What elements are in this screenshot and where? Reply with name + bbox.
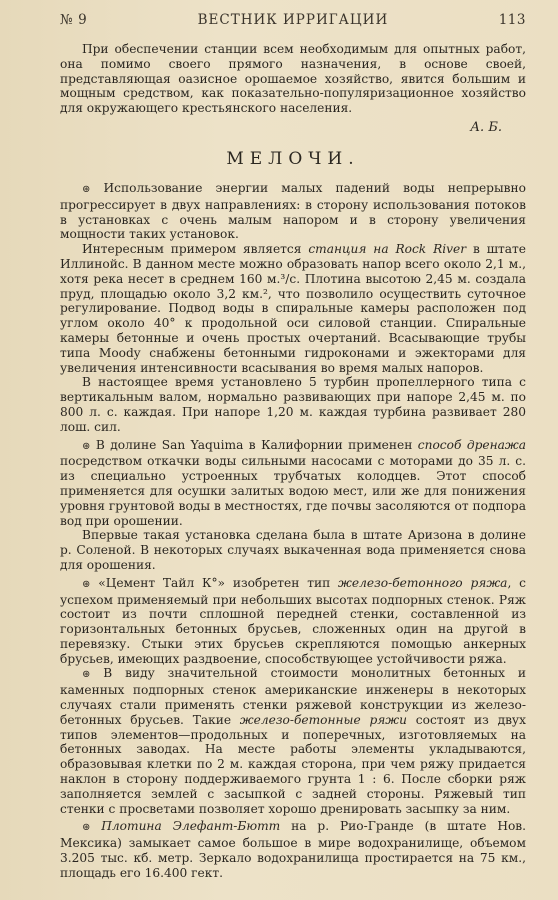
paragraph-text: в штате Иллинойс. В данном месте можно образовать напор всего около 2,1 м., хотя река несет в среднем 160 м.³/с. Плотина высотою 2,45 м. создала пруд, площадью около 3,2 км.², что позволило осуществить суточное регулирование. Подвод воды в спиральные камеры расположен под углом около 40° к продольной оси силовой станции. Спиральные камеры бетонные и очень простых очертаний. Всасывающие трубы типа Moody снабжены бетонными гидроконами и эжекторами для увеличения интенсивности всасывания во время малых напоров. [60, 242, 526, 375]
issue-number: № 9 [60, 12, 88, 28]
paragraph-text: состоят из двух типов элементов—продольных и поперечных, изготовляемых на бетонных заводах. На месте работы элементы укладываются, образовывая клетки по 2 м. каждая сторона, при чем ряжу придается наклон в сторону поддерживаемого грунта 1 : 6. После сборки ряж заполняется землей с засыпкой с задней стороны. Ряжевый тип стенки с просветами позволяет хорошо дренировать засыпку за ним. [60, 712, 526, 816]
bullet-icon: ⊛ [82, 440, 91, 452]
paragraph-text: «Цемент Тайл К°» изобретен тип [98, 575, 339, 590]
bullet-icon: ⊛ [82, 578, 91, 590]
journal-title: ВЕСТНИК ИРРИГАЦИИ [197, 12, 389, 28]
paragraph-elephant-butte [60, 819, 526, 880]
emphasis-text: железо-бетонного ряжа [338, 575, 508, 590]
emphasis-text: способ дренажа [417, 437, 527, 452]
section-title: МЕЛОЧИ. [226, 148, 360, 169]
bullet-icon: ⊛ [82, 183, 91, 195]
page-number: 113 [498, 12, 526, 28]
paragraph-text: Интересным примером является [82, 242, 309, 257]
paragraph-text: В долине San Yaquima в Калифорнии применен [95, 437, 418, 452]
paragraph-text: Использование энергии малых падений воды непрерывно прогрессирует в двух направлениях: в сторону использования потоков в установках с очень малым напором и в сторону увеличения мощности таких установок. [60, 180, 526, 242]
bullet-icon: ⊛ [82, 822, 91, 834]
paragraph-energy [60, 181, 526, 242]
running-header [60, 12, 526, 28]
paragraph-text: на р. Рио-Гранде (в штате Нов. Мексика) замыкает самое большое в мире водохранилище, объемом 3.205 тыс. кб. метр. Зеркало водохранилища простирается на 75 км., площадь его 16.400 гект. [60, 819, 527, 880]
intro-paragraph: При обеспечении станции всем необходимым для опытных работ, она помимо своего прямого назначения, в основе своей, представляющая оазисное орошаемое хозяйство, явится большим и мощным средством, как показательно-популяризационное хозяйство для окружающего крестьянского населения. [60, 42, 526, 116]
paragraph-text: , с успехом применяемый при небольших высотах подпорных стенок. Ряж состоит из почти сплошной передней стенки, составленной из горизонтальных бетонных брусьев, сложенных один на другой в перевязку. Стыки этих брусьев скрепляются помощью анкерных брусьев, имеющих раздвоение, способствующее устойчивости ряжа. [60, 575, 526, 666]
paragraph-retaining-walls [60, 666, 526, 816]
author-signature: А. Б. [470, 119, 502, 135]
paragraph-arizona: Впервые такая установка сделана была в штате Аризона в долине р. Соленой. В некоторых случаях выкаченная вода применяется снова для орошения. [60, 528, 526, 572]
paragraph-rock-river [60, 242, 526, 375]
paragraph-crib [60, 576, 526, 667]
bullet-icon: ⊛ [82, 669, 91, 681]
paragraph-turbines: В настоящее время установлено 5 турбин пропеллерного типа с вертикальным валом, нормально развивающих при напоре 2,45 м. по 800 л. с. каждая. При напоре 1,20 м. каждая турбина развивает 280 лош. сил. [60, 375, 526, 434]
paragraph-drainage [60, 438, 526, 529]
emphasis-text: станция на Rock River [308, 242, 467, 257]
paragraph-text: посредством откачки воды сильными насосами с моторами до 35 л. с. из специально устроенных трубчатых колодцев. Этот способ применяется для осушки залитых водою мест, или же для понижения уровня грунтовой воды в местностях, где почвы засоляются от подпора вод при орошении. [60, 454, 526, 528]
emphasis-text: железо-бетонные ряжи [239, 712, 408, 727]
paragraph-text: В виду значительной стоимости монолитных бетонных и каменных подпорных стенок американские инженеры в некоторых случаях стали применять стенки ряжевой конструкции из железо-бетонных брусьев. Такие [60, 666, 527, 727]
emphasis-text: Плотина Элефант-Бютт [101, 819, 281, 834]
